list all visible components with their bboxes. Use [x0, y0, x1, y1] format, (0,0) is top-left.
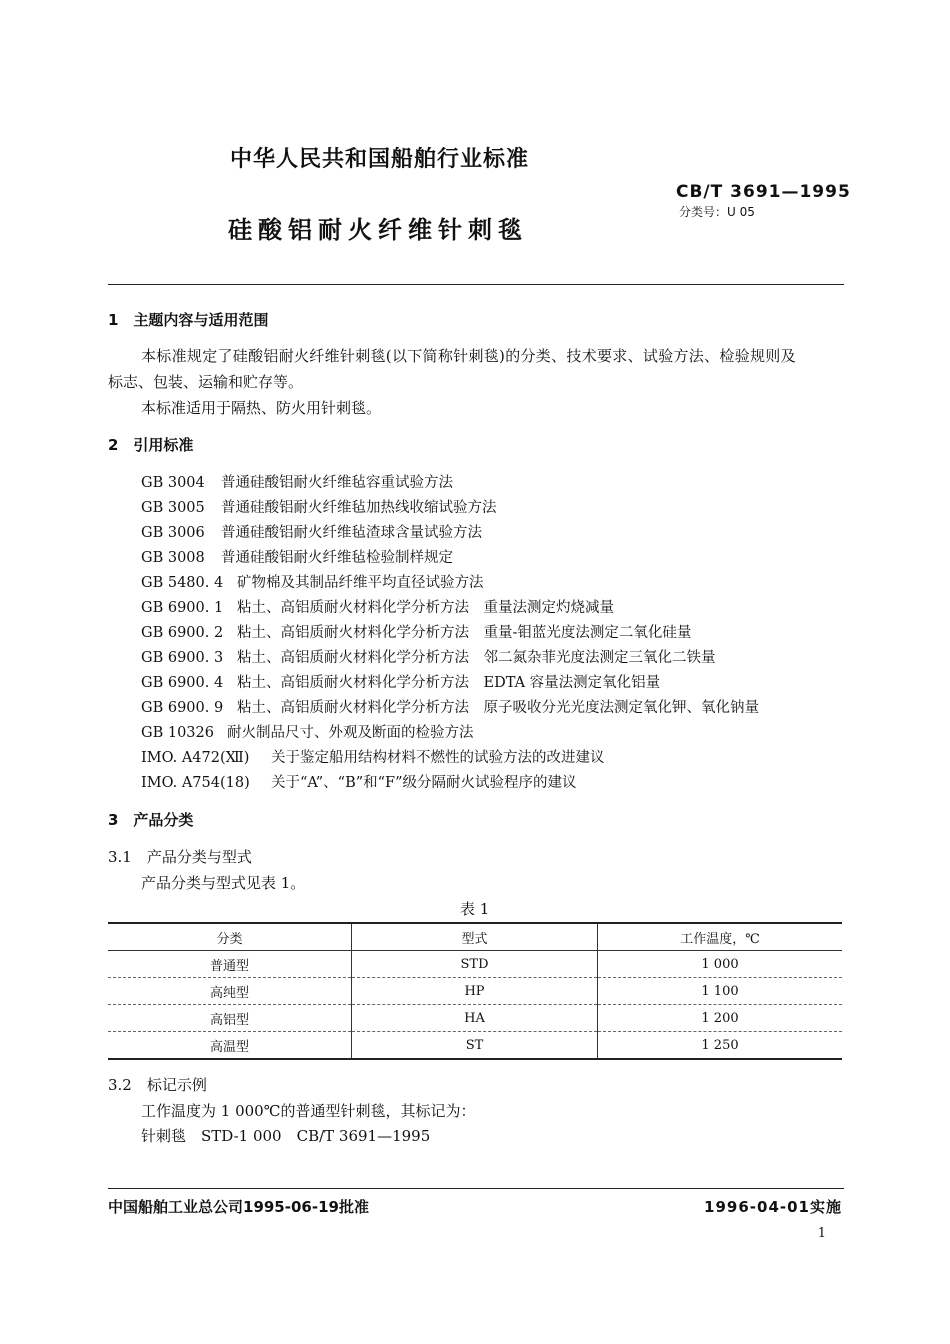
reference-item	[141, 596, 614, 617]
table-cell: 1 200	[598, 1005, 843, 1032]
table-cell: 高纯型	[108, 978, 352, 1005]
table-cell: 1 000	[598, 951, 843, 978]
reference-code: GB 5480. 4	[141, 575, 224, 591]
reference-item	[141, 696, 759, 717]
table-cell: STD	[352, 951, 598, 978]
reference-text: 普通硅酸铝耐火纤维毡加热线收缩试验方法	[221, 500, 497, 516]
reference-text: 粘土、高铝质耐火材料化学分析方法 重量-钼蓝光度法测定二氧化硅量	[237, 625, 692, 641]
table-cell: 普通型	[108, 951, 352, 978]
section-3-heading: 3 产品分类	[108, 811, 194, 829]
reference-code: GB 6900. 9	[141, 700, 224, 716]
table-cell: 1 100	[598, 978, 843, 1005]
reference-item	[141, 571, 484, 592]
product-classification-table	[108, 922, 842, 1060]
reference-code: GB 6900. 2	[141, 625, 224, 641]
section-2-heading: 2 引用标准	[108, 436, 194, 454]
reference-code: GB 6900. 3	[141, 650, 224, 666]
table-cell: HP	[352, 978, 598, 1005]
footer-rule	[108, 1188, 844, 1189]
reference-item	[141, 671, 660, 692]
table-row	[108, 951, 842, 978]
section-3-1-text: 产品分类与型式见表 1。	[141, 874, 306, 892]
section-3-1-heading: 3.1 产品分类与型式	[108, 848, 252, 866]
header-rule	[108, 284, 844, 285]
standard-code: CB/T 3691—1995	[676, 182, 851, 202]
reference-text: 粘土、高铝质耐火材料化学分析方法 重量法测定灼烧减量	[237, 600, 614, 616]
reference-code: IMO. A472(Ⅻ)	[141, 750, 250, 766]
approval-line: 中国船舶工业总公司1995-06-19批准	[108, 1198, 369, 1216]
reference-text: 矿物棉及其制品纤维平均直径试验方法	[237, 575, 484, 591]
reference-text: 关于“A”、“B”和“F”级分隔耐火试验程序的建议	[271, 775, 577, 791]
table-caption: 表 1	[460, 900, 490, 918]
reference-text: 普通硅酸铝耐火纤维毡渣球含量试验方法	[221, 525, 482, 541]
marking-example: 针刺毯 STD-1 000 CB/T 3691—1995	[141, 1127, 431, 1145]
table-cell: HA	[352, 1005, 598, 1032]
reference-text: 粘土、高铝质耐火材料化学分析方法 邻二氮杂菲光度法测定三氧化二铁量	[237, 650, 716, 666]
reference-item	[141, 521, 482, 542]
standard-org-title: 中华人民共和国船舶行业标准	[230, 147, 530, 172]
standard-title: 硅酸铝耐火纤维针刺毯	[228, 216, 528, 244]
effective-date: 1996-04-01实施	[704, 1198, 842, 1216]
reference-code: GB 3004	[141, 475, 205, 491]
reference-item	[141, 496, 497, 517]
section-1-paragraph-line-1: 本标准规定了硅酸铝耐火纤维针刺毯(以下简称针刺毯)的分类、技术要求、试验方法、检验规则及	[141, 347, 796, 365]
table-row	[108, 1005, 842, 1032]
section-3-2-heading: 3.2 标记示例	[108, 1076, 207, 1094]
reference-item	[141, 621, 691, 642]
section-1-heading: 1 主题内容与适用范围	[108, 311, 269, 329]
classification-number: 分类号：U 05	[679, 205, 755, 219]
reference-text: 普通硅酸铝耐火纤维毡容重试验方法	[221, 475, 453, 491]
reference-code: GB 6900. 4	[141, 675, 224, 691]
reference-item	[141, 771, 577, 792]
reference-text: 耐火制品尺寸、外观及断面的检验方法	[227, 725, 474, 741]
reference-item	[141, 746, 605, 767]
table-cell: 1 250	[598, 1032, 843, 1060]
table-row	[108, 1032, 842, 1060]
page-number: 1	[817, 1226, 826, 1241]
reference-item	[141, 471, 453, 492]
section-1-paragraph-line-2: 标志、包装、运输和贮存等。	[108, 373, 304, 391]
reference-item	[141, 546, 453, 567]
reference-text: 普通硅酸铝耐火纤维毡检验制样规定	[221, 550, 453, 566]
section-3-2-text: 工作温度为 1 000℃的普通型针刺毯，其标记为：	[141, 1102, 476, 1120]
table-cell: 高铝型	[108, 1005, 352, 1032]
table-cell: 高温型	[108, 1032, 352, 1060]
reference-code: GB 3008	[141, 550, 205, 566]
reference-code: IMO. A754(18)	[141, 775, 250, 791]
reference-text: 粘土、高铝质耐火材料化学分析方法 EDTA 容量法测定氧化铝量	[237, 675, 661, 691]
reference-code: GB 3006	[141, 525, 205, 541]
reference-code: GB 3005	[141, 500, 205, 516]
table-header-cell: 工作温度，℃	[598, 923, 843, 951]
reference-text: 粘土、高铝质耐火材料化学分析方法 原子吸收分光光度法测定氧化钾、氧化钠量	[237, 700, 759, 716]
reference-item	[141, 721, 474, 742]
reference-item	[141, 646, 716, 667]
table-header-cell: 分类	[108, 923, 352, 951]
reference-text: 关于鉴定船用结构材料不燃性的试验方法的改进建议	[271, 750, 605, 766]
table-row	[108, 978, 842, 1005]
table-header-row	[108, 923, 842, 951]
reference-code: GB 10326	[141, 725, 214, 741]
table-cell: ST	[352, 1032, 598, 1060]
reference-code: GB 6900. 1	[141, 600, 224, 616]
table-header-cell: 型式	[352, 923, 598, 951]
section-1-paragraph-2: 本标准适用于隔热、防火用针刺毯。	[141, 399, 382, 417]
